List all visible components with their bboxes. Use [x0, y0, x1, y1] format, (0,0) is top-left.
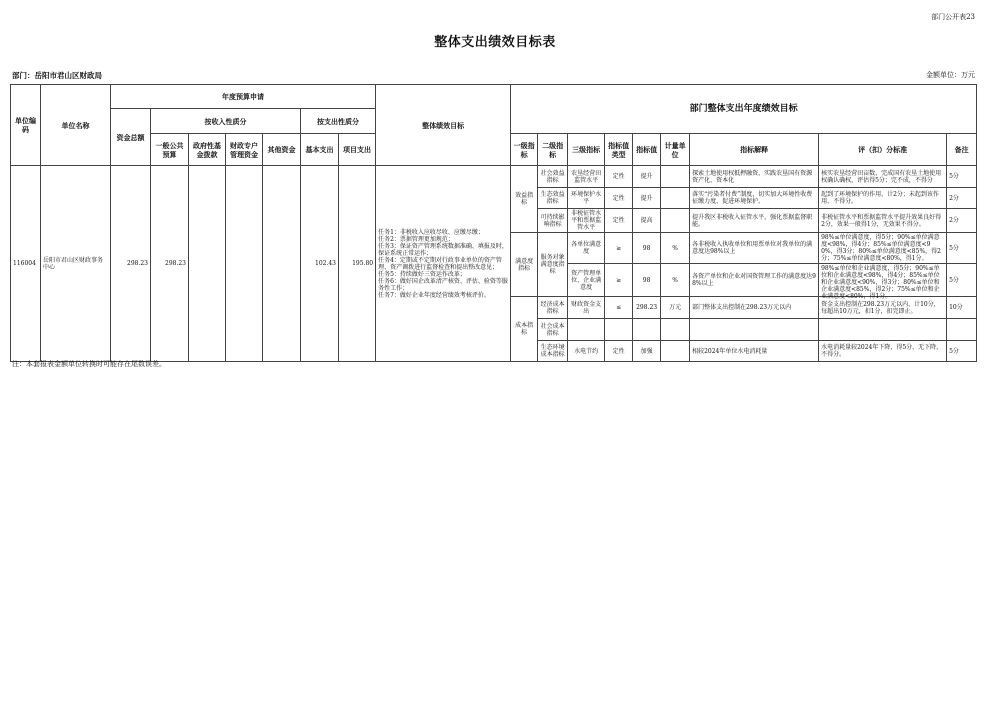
row7-remark — [947, 319, 977, 341]
row5-scoring-cell — [819, 264, 947, 300]
header-other-funds: 其他资金 — [263, 134, 301, 166]
header-value-type: 指标值类型 — [605, 134, 633, 166]
row3-scoring-cell — [819, 209, 947, 233]
row2-explanation-cell — [690, 188, 819, 209]
row4-unit: % — [661, 233, 690, 264]
header-by-expense: 按支出性质分 — [301, 109, 376, 134]
row3-level3: 非税征管水平和票据监管水平 — [571, 210, 602, 231]
row4-type: ≥ — [605, 233, 633, 264]
goal-task-5: 任务5：持续做好三资运作改革； — [378, 270, 466, 278]
level1-benefit: 效益指标 — [511, 166, 538, 233]
department-label: 部门：岳阳市君山区财政局 — [12, 71, 102, 80]
header-dept-goal: 部门整体支出年度绩效目标 — [511, 85, 977, 134]
row8-scoring: 水电消耗量较2024年下降，得5分，无下降，不得分。 — [821, 344, 943, 358]
row3-explanation-cell — [690, 209, 819, 233]
special-account-value — [226, 166, 263, 362]
goal-task-6: 任务6：做好国企改革清产核资、评估、验资等服务性工作； — [378, 277, 508, 292]
header-level1: 一级指标 — [511, 134, 538, 166]
header-basic-expense: 基本支出 — [301, 134, 339, 166]
row5-level3: 资产管理单位、企业满意度 — [568, 264, 605, 297]
header-annual-budget: 年度预算申请 — [111, 85, 376, 109]
row2-scoring-cell — [819, 188, 947, 209]
row5-type: ≥ — [605, 264, 633, 297]
row4-level2: 服务对象满意度指标 — [538, 233, 568, 297]
header-gov-fund: 政府性基金拨款 — [189, 134, 226, 166]
row3-level2: 可持续影响指标 — [538, 209, 568, 233]
row1-level3: 农垦经营田监管水平 — [568, 166, 605, 188]
unit-code: 116004 — [11, 166, 41, 362]
header-explanation: 指标解释 — [690, 134, 819, 166]
level1-satisfaction: 满意度指标 — [511, 233, 538, 297]
header-total-funds: 资金总额 — [111, 109, 151, 166]
row4-scoring: 98%≤单位满意度，得5分；90%≤单位满意度<98%，得4分；85%≤单位满意度<90%，得3分；80%≤单位满意度<85%，得2分；75%≤单位满意度<80%，得1分。 — [821, 234, 941, 262]
row5-value: 98 — [633, 264, 661, 297]
row5-unit: % — [661, 264, 690, 297]
header-unit-code: 单位编码 — [11, 85, 41, 166]
row2-type: 定性 — [605, 188, 633, 209]
row8-value: 加强 — [633, 341, 661, 362]
row8-explanation: 相较2024年单位水电消耗量 — [692, 347, 768, 355]
row6-value: 298.23 — [633, 297, 661, 319]
other-funds-value — [263, 166, 301, 362]
row8-level2: 生态环境成本指标 — [538, 341, 568, 362]
row1-explanation-cell — [690, 166, 819, 188]
row3-explanation: 提升我区非税收入征管水平，强化票据监督职能。 — [692, 213, 813, 228]
row8-scoring-cell — [819, 341, 947, 362]
row6-scoring: 资金支出控制在298.23万元以内，计10分，每超出10万元，扣1分，扣完即止。 — [821, 300, 940, 315]
row7-scoring — [819, 319, 947, 341]
goal-task-3: 任务3：保证资产管理系统数据准确、填报及时，保证系统正常运作； — [378, 242, 508, 257]
total-funds-value: 298.23 — [111, 166, 151, 362]
row5-explanation-cell — [690, 264, 819, 297]
row6-explanation-cell — [690, 297, 819, 319]
row1-unit — [661, 166, 690, 188]
row5-scoring: 98%≤单位和企业满意度，得5分；90%≤单位和企业满意度<98%，得4分；85%≤单位和企业满意度<90%，得3分；80%≤单位和企业满意度<85%，得2分；75%≤单位和企业满意度<80%，得1分。 — [821, 265, 940, 300]
amount-unit-note: 金额单位：万元 — [926, 71, 975, 79]
performance-table — [10, 84, 977, 362]
row7-level3 — [568, 319, 605, 341]
row7-value — [633, 319, 661, 341]
row7-type — [605, 319, 633, 341]
row2-unit — [661, 188, 690, 209]
row1-remark: 5分 — [947, 166, 977, 188]
goal-task-1: 任务1：非税收入应收尽收、应缴尽缴； — [378, 228, 484, 236]
row3-unit — [661, 209, 690, 233]
goal-task-4: 任务4：定期或不定期对行政事业单位的资产管理、资产调拨进行监督检查和提出整改意见； — [378, 256, 502, 271]
row5-remark: 5分 — [947, 264, 977, 297]
row2-level2: 生态效益指标 — [538, 188, 568, 209]
row6-type: ≤ — [605, 297, 633, 319]
row2-scoring: 起到了环境保护的作用，计2分；未起到该作用，不得分。 — [821, 191, 939, 205]
form-number: 部门公开表23 — [931, 13, 975, 21]
header-remark: 备注 — [947, 134, 977, 166]
table-row — [11, 166, 977, 188]
row8-explanation-cell — [690, 341, 819, 362]
row8-unit — [661, 341, 690, 362]
header-scoring: 评（扣）分标准 — [819, 134, 947, 166]
row4-value: 98 — [633, 233, 661, 264]
header-unit: 计量单位 — [661, 134, 690, 166]
row1-explanation: 探索土地使用权抵押融资，实践农垦国有资源资产化、资本化 — [692, 169, 813, 184]
header-by-income: 按收入性质分 — [151, 109, 301, 134]
row8-type: 定性 — [605, 341, 633, 362]
general-budget-value: 298.23 — [151, 166, 189, 362]
header-special-account: 财政专户管理资金 — [226, 134, 263, 166]
footnote: 注：本套报表金额单位转换时可能存在尾数误差。 — [12, 360, 166, 368]
row6-level2: 经济成本指标 — [538, 297, 568, 319]
row6-explanation: 部门整体支出控制在298.23万元以内 — [692, 304, 792, 311]
goal-task-2: 任务2：票据管理更加规范； — [378, 235, 454, 243]
row8-remark: 5分 — [947, 341, 977, 362]
row6-remark: 10分 — [947, 297, 977, 319]
row3-remark: 2分 — [947, 209, 977, 233]
unit-name: 岳阳市君山区财政事务中心 — [41, 166, 111, 362]
row6-level3: 财政资金支出 — [568, 297, 605, 319]
row3-type: 定性 — [605, 209, 633, 233]
row7-unit — [661, 319, 690, 341]
gov-fund-value — [189, 166, 226, 362]
basic-expense-value: 102.43 — [301, 166, 339, 362]
row1-type: 定性 — [605, 166, 633, 188]
row4-level3: 各单位满意度 — [568, 233, 605, 264]
row4-remark: 5分 — [947, 233, 977, 264]
row7-explanation — [690, 319, 819, 341]
project-expense-value: 195.80 — [339, 166, 376, 362]
row4-scoring-cell — [819, 233, 947, 264]
row4-explanation-cell — [690, 233, 819, 264]
header-unit-name: 单位名称 — [41, 85, 111, 166]
header-level2: 二级指标 — [538, 134, 568, 166]
header-project-expense: 项目支出 — [339, 134, 376, 166]
row3-level3-cell — [568, 209, 605, 233]
overall-goal-text — [376, 166, 511, 362]
row7-level2: 社会成本指标 — [538, 319, 568, 341]
row2-remark: 2分 — [947, 188, 977, 209]
row1-scoring-cell — [819, 166, 947, 188]
row6-unit: 万元 — [661, 297, 690, 319]
header-value: 指标值 — [633, 134, 661, 166]
level1-cost: 成本指标 — [511, 297, 538, 362]
row1-level2: 社会效益指标 — [538, 166, 568, 188]
row1-scoring: 核实农垦经营田亩数，完成国有农垦土地使用权确认确权，评估得5分；完不成，不得分 — [821, 169, 942, 184]
goal-task-7: 任务7：做好企业年度经营绩效考核评价。 — [378, 291, 490, 299]
row3-scoring: 非税征管水平和票据监管水平提升效果良好得2分，效果一般得1分，无效果不得分。 — [821, 213, 942, 228]
header-overall-goal: 整体绩效目标 — [376, 85, 511, 166]
row8-level3: 水电节约 — [568, 341, 605, 362]
row1-value: 提升 — [633, 166, 661, 188]
row2-value: 提升 — [633, 188, 661, 209]
header-level3: 三级指标 — [568, 134, 605, 166]
row4-explanation: 各非税收入执收单位和用票单位对我单位的满意度达98%以上 — [692, 241, 813, 255]
row5-explanation: 各资产单位和企业对国资管理工作的满意度达98%以上 — [692, 273, 816, 287]
row2-explanation: 落实“污染者付费”制度，切实加大环境性收费征缴力度，促进环境保护。 — [692, 191, 813, 205]
row3-value: 提高 — [633, 209, 661, 233]
header-general-budget: 一般公共预算 — [151, 134, 189, 166]
page-title: 整体支出绩效目标表 — [434, 35, 556, 50]
row2-level3: 环境保护水平 — [568, 188, 605, 209]
